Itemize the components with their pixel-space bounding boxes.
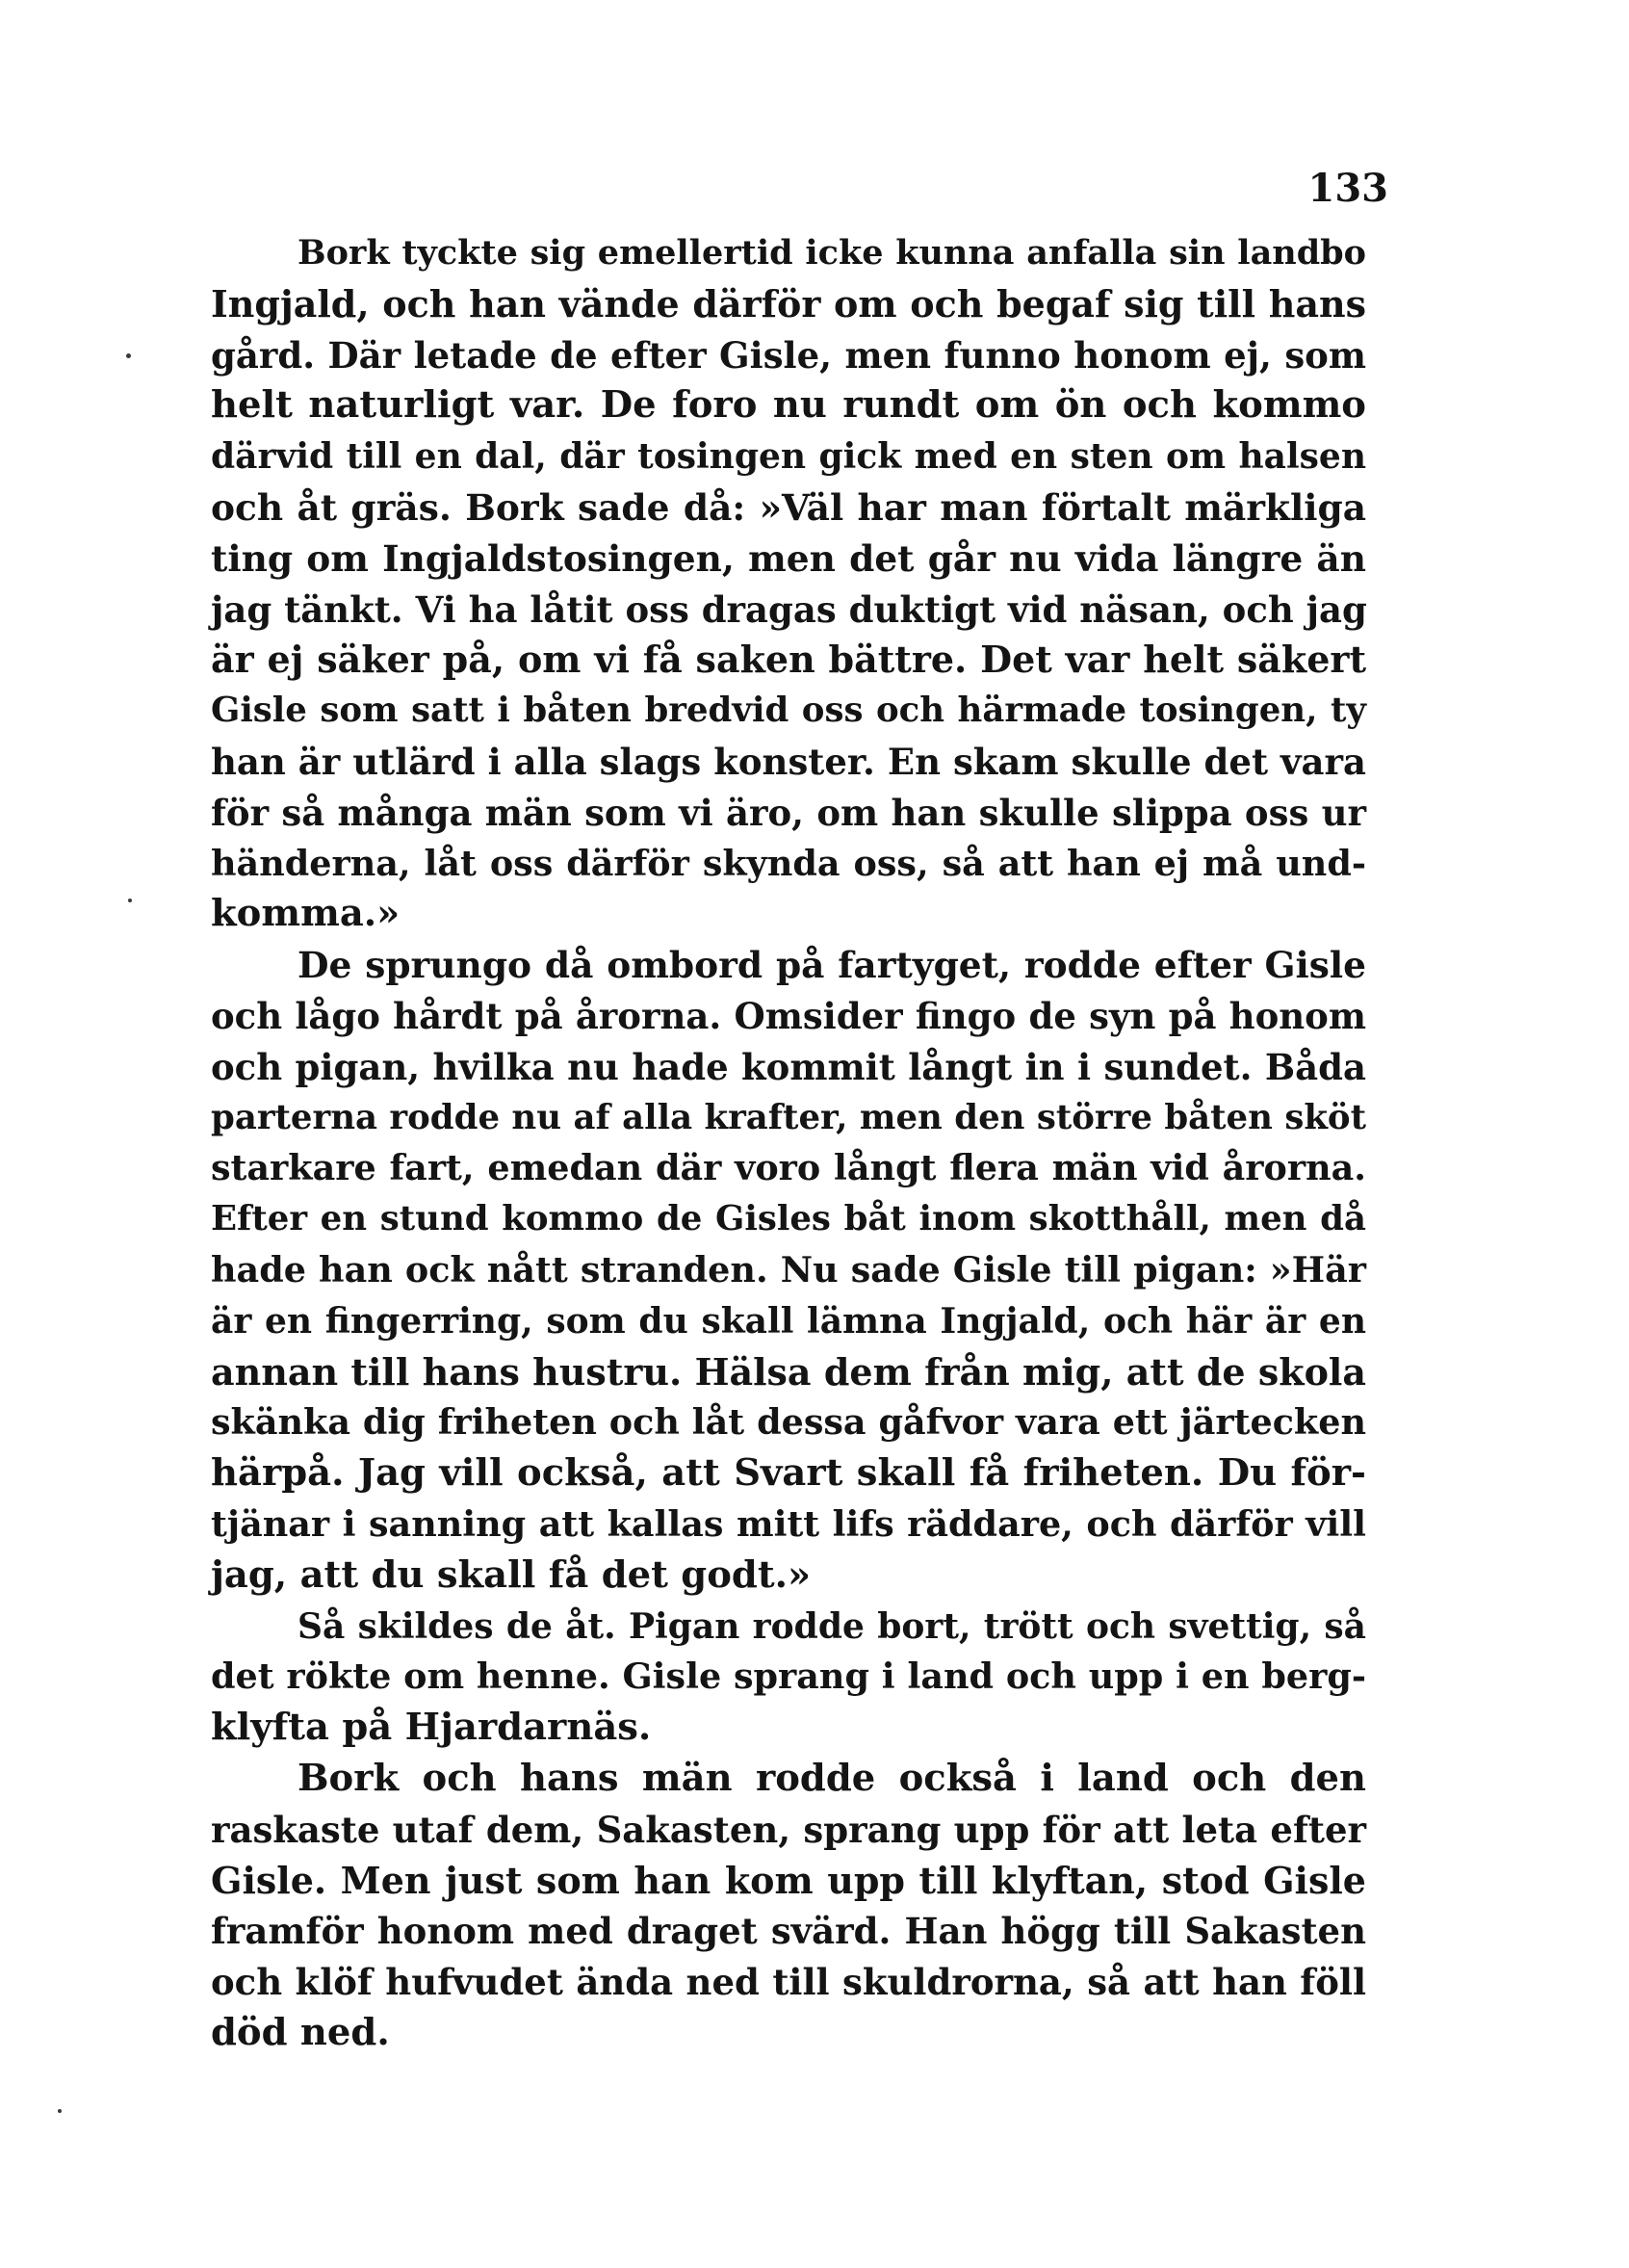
text-line: för så många män som vi äro, om han skulle slippa oss ur — [211, 791, 1366, 834]
text-line: starkare fart, emedan där voro långt flera män vid årorna. — [211, 1147, 1366, 1189]
print-speck — [128, 899, 132, 902]
print-speck — [58, 2109, 62, 2113]
text-line: raskaste utaf dem, Sakasten, sprang upp för att leta efter — [211, 1808, 1366, 1851]
text-line: skänka dig friheten och låt dessa gåfvor vara ett järtecken — [211, 1401, 1366, 1444]
text-line: tjänar i sanning att kallas mitt lifs räddare, och därför vill — [211, 1502, 1366, 1545]
text-line: händerna, låt oss därför skynda oss, så att han ej må und- — [211, 842, 1366, 884]
text-line: komma.» — [211, 892, 401, 936]
text-line: han är utlärd i alla slags konster. En skam skulle det vara — [211, 740, 1366, 783]
text-line: annan till hans hustru. Hälsa dem från mig, att de skola — [211, 1349, 1366, 1394]
text-line: klyfta på Hjardarnäs. — [211, 1706, 652, 1750]
text-line: De sprungo då ombord på fartyget, rodde efter Gisle — [297, 944, 1366, 987]
text-line: ting om Ingjaldstosingen, men det går nu vida längre än — [211, 536, 1366, 580]
text-line: Efter en stund kommo de Gisles båt inom skotthåll, men då — [211, 1199, 1366, 1239]
text-line: jag, att du skall få det godt.» — [211, 1552, 812, 1597]
text-line: död ned. — [211, 2010, 390, 2054]
text-line: det rökte om henne. Gisle sprang i land och upp i en berg- — [211, 1655, 1366, 1698]
text-line: och klöf hufvudet ända ned till skuldrorna, så att han föll — [211, 1961, 1366, 2004]
text-line: hade han ock nått stranden. Nu sade Gisle till pigan: »Här — [211, 1248, 1366, 1290]
text-line: Ingjald, och han vände därför om och begaf sig till hans — [211, 281, 1366, 326]
body-text — [211, 228, 1366, 2059]
text-line: och lågo hårdt på årorna. Omsider fingo de syn på honom — [211, 994, 1366, 1037]
text-line: helt naturligt var. De foro nu rundt om ön och kommo — [211, 383, 1366, 428]
text-line: Gisle som satt i båten bredvid oss och härmade tosingen, ty — [211, 691, 1366, 731]
text-line: framför honom med draget svärd. Han högg till Sakasten — [211, 1910, 1366, 1953]
text-line: är en fingerring, som du skall lämna Ingjald, och här är en — [211, 1300, 1366, 1342]
text-line: Bork tyckte sig emellertid icke kunna anfalla sin landbo — [297, 233, 1366, 273]
text-line: och åt gräs. Bork sade då: »Väl har man förtalt märkliga — [211, 485, 1366, 529]
text-line: Bork och hans män rodde också i land och den — [297, 1756, 1366, 1800]
text-line: och pigan, hvilka nu hade kommit långt in i sundet. Båda — [211, 1045, 1366, 1088]
text-line: Så skildes de åt. Pigan rodde bort, trött och svettig, så — [297, 1605, 1366, 1647]
text-line: gård. Där letade de efter Gisle, men funno honom ej, som — [211, 333, 1366, 377]
text-line: jag tänkt. Vi ha låtit oss dragas duktigt vid näsan, och jag — [211, 587, 1367, 631]
text-line: härpå. Jag vill också, att Svart skall få friheten. Du för- — [211, 1451, 1366, 1496]
text-line: parterna rodde nu af alla krafter, men den större båten sköt — [211, 1097, 1366, 1137]
text-line: är ej säker på, om vi få saken bättre. Det var helt säkert — [211, 638, 1366, 682]
text-line: Gisle. Men just som han kom upp till klyftan, stod Gisle — [211, 1858, 1366, 1902]
page-number: 133 — [1307, 166, 1388, 211]
print-speck — [126, 353, 131, 358]
text-line: därvid till en dal, där tosingen gick med en sten om halsen — [211, 436, 1366, 478]
